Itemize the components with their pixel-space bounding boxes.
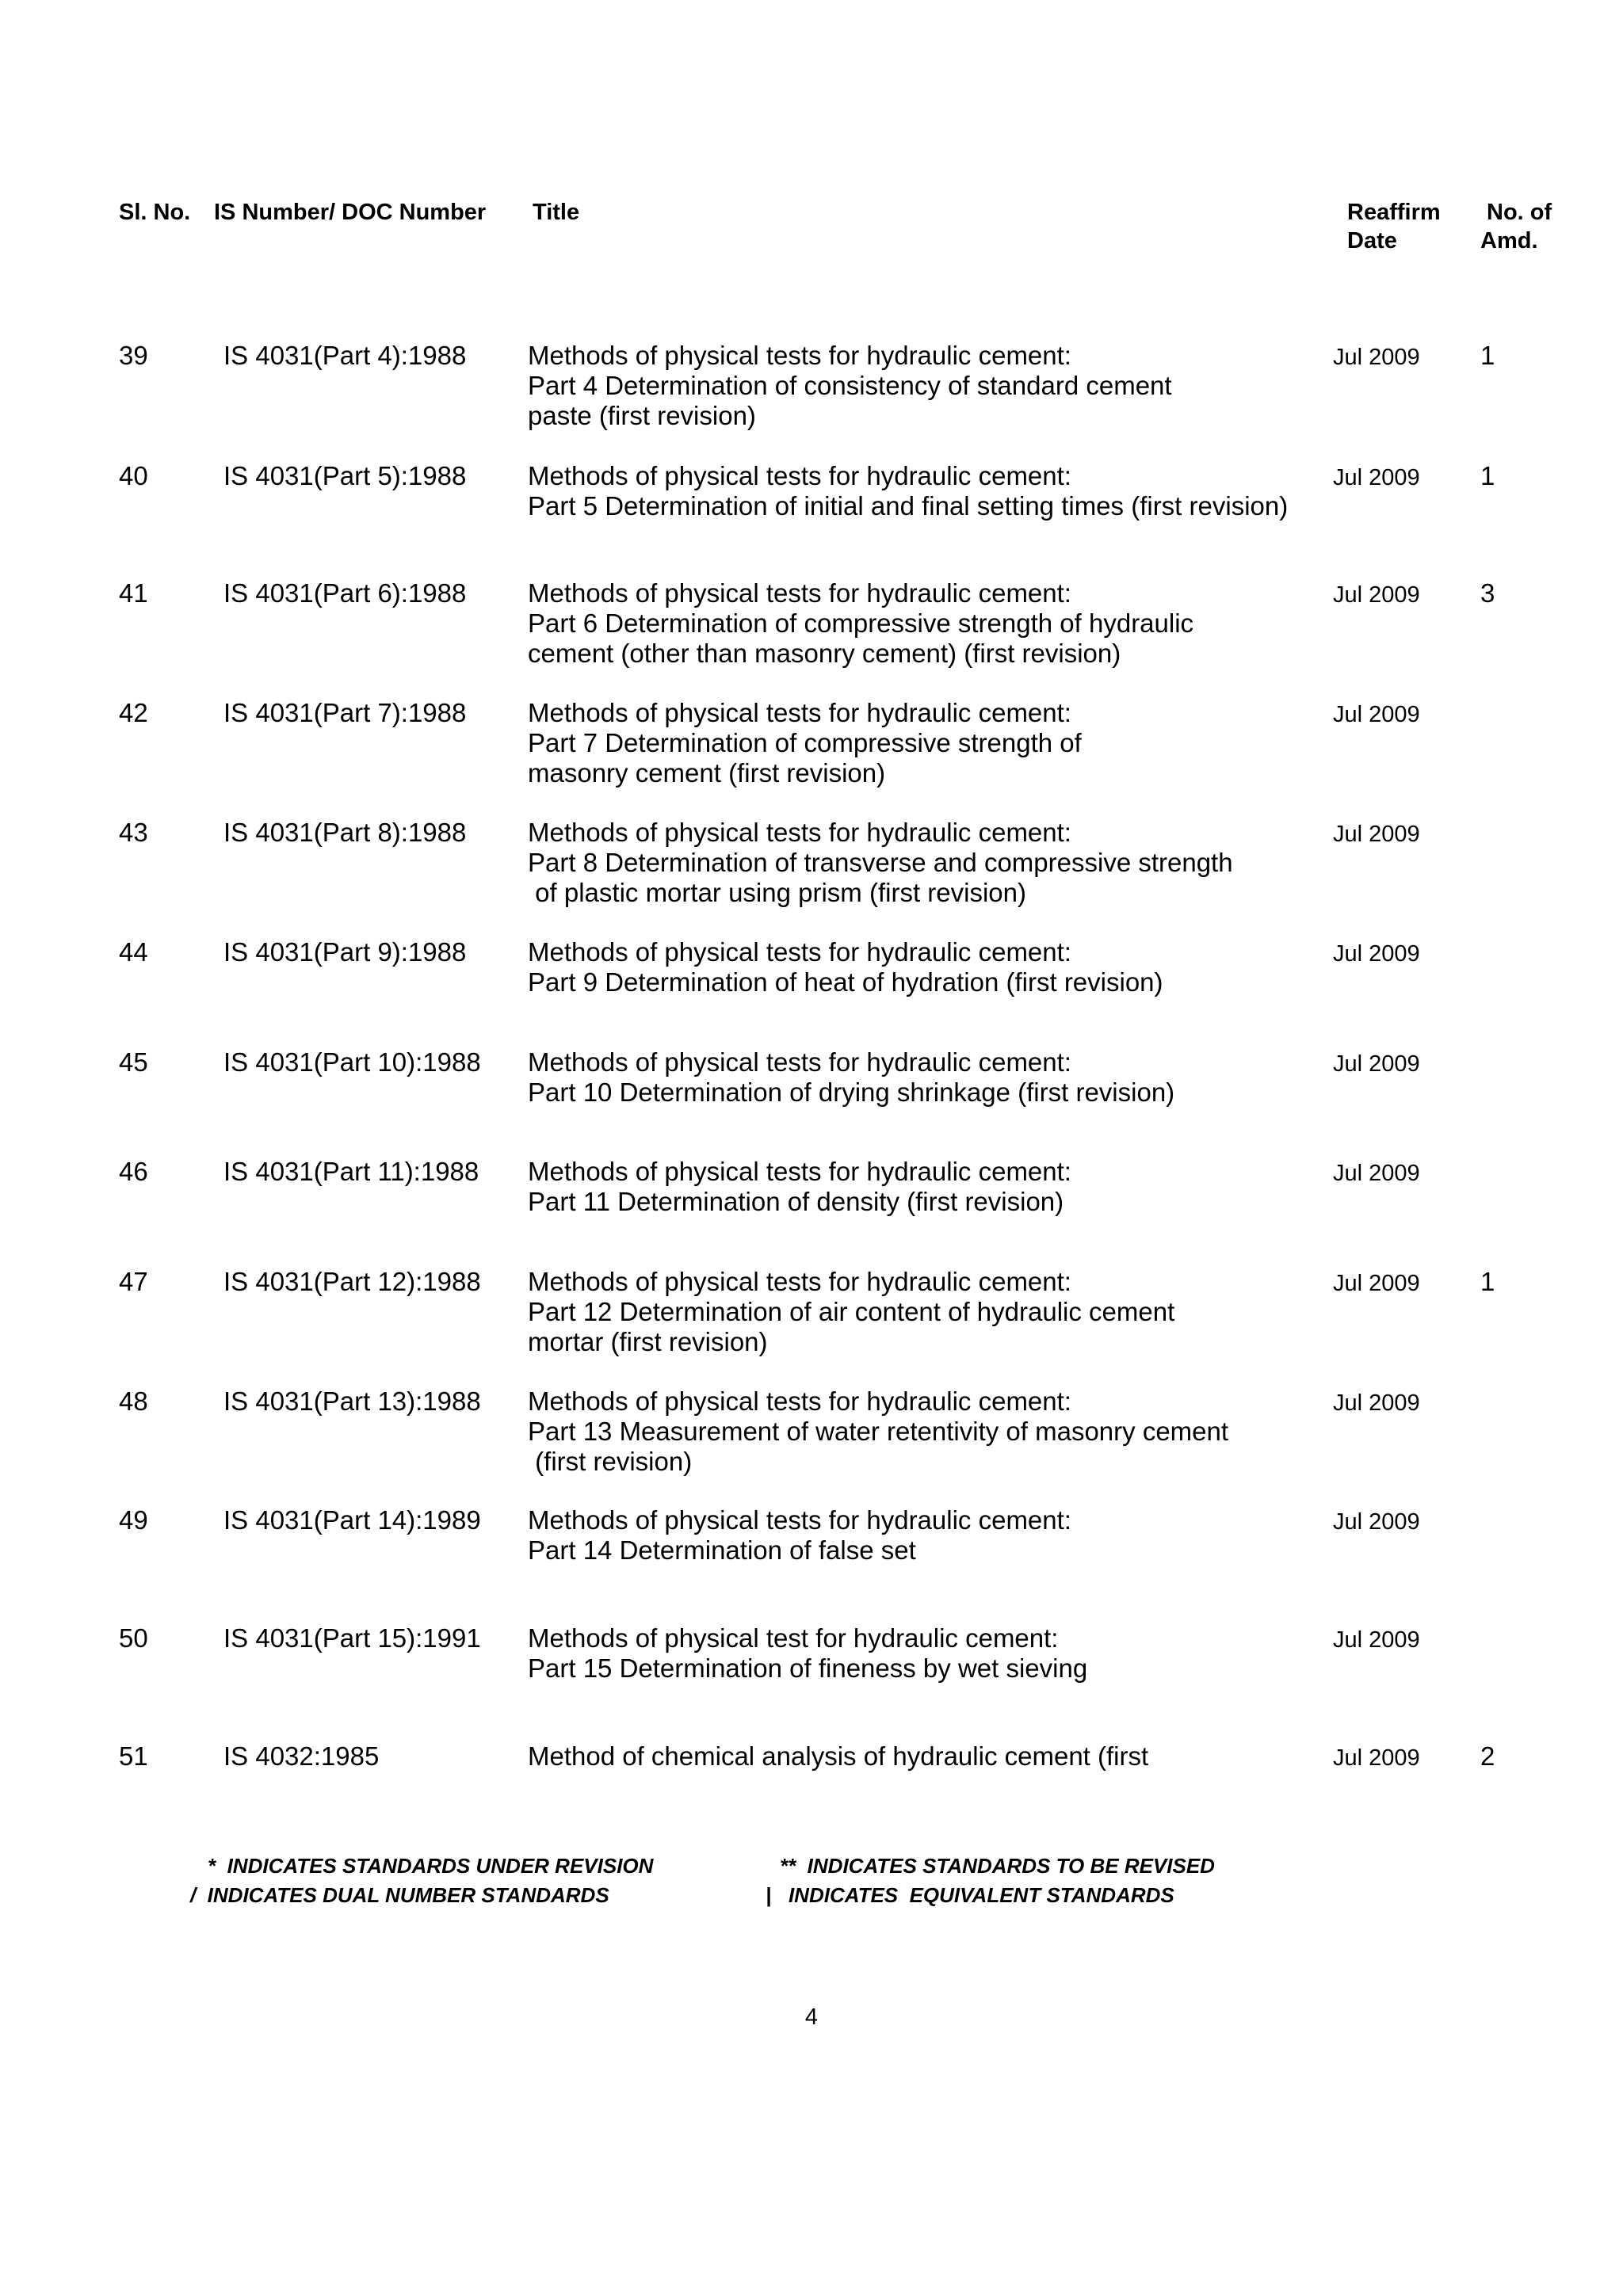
is-number-cell: IS 4031(Part 4):1988 (223, 341, 467, 370)
title-cell (528, 1623, 1087, 1684)
is-number-cell: IS 4031(Part 15):1991 (223, 1623, 481, 1653)
title-cell (528, 1267, 1174, 1357)
title-cell (528, 1386, 1228, 1477)
is-number-cell: IS 4031(Part 5):1988 (223, 461, 467, 490)
title-line: Part 8 Determination of transverse and compressive strength (528, 848, 1233, 877)
table-row (0, 1386, 1623, 1482)
reaffirm-date-cell: Jul 2009 (1333, 1627, 1420, 1653)
title-line: Methods of physical test for hydraulic cement: (528, 1623, 1059, 1653)
amendment-count-cell: 2 (1480, 1741, 1495, 1771)
sl-no-cell: 40 (119, 461, 148, 490)
reaffirm-date-cell: Jul 2009 (1333, 1390, 1420, 1416)
table-row (0, 698, 1623, 793)
title-line: Methods of physical tests for hydraulic cement: (528, 1157, 1071, 1186)
title-cell (528, 698, 1082, 788)
title-line: Part 6 Determination of compressive strength of hydraulic (528, 608, 1194, 638)
title-line: Methods of physical tests for hydraulic cement: (528, 1386, 1071, 1416)
is-number-cell: IS 4031(Part 11):1988 (223, 1157, 479, 1186)
page-number: 4 (804, 2004, 819, 2030)
reaffirm-date-cell: Jul 2009 (1333, 702, 1420, 727)
is-number-cell: IS 4031(Part 13):1988 (223, 1386, 481, 1416)
title-line: Part 12 Determination of air content of hydraulic cement (528, 1297, 1175, 1326)
legend-equivalent: | INDICATES EQUIVALENT STANDARDS (766, 1883, 1174, 1907)
header-is-number: IS Number/ DOC Number (214, 200, 487, 225)
reaffirm-date-cell: Jul 2009 (1333, 1271, 1420, 1296)
reaffirm-date-cell: Jul 2009 (1333, 1161, 1420, 1186)
table-row (0, 578, 1623, 673)
sl-no-cell: 39 (119, 341, 148, 370)
is-number-cell: IS 4032:1985 (223, 1741, 380, 1771)
title-line: Method of chemical analysis of hydraulic cement (first (528, 1741, 1149, 1771)
sl-no-cell: 49 (119, 1505, 148, 1535)
table-row (0, 1267, 1623, 1362)
table-row (0, 1741, 1623, 1836)
title-line: masonry cement (first revision) (528, 758, 886, 788)
title-line: Methods of physical tests for hydraulic cement: (528, 698, 1071, 727)
title-line: Methods of physical tests for hydraulic cement: (528, 461, 1071, 490)
title-line: Part 7 Determination of compressive strength of (528, 728, 1082, 757)
title-line: Methods of physical tests for hydraulic cement: (528, 341, 1071, 370)
title-line: Methods of physical tests for hydraulic cement: (528, 578, 1071, 608)
title-cell (528, 341, 1172, 431)
reaffirm-date-cell: Jul 2009 (1333, 582, 1420, 608)
table-row (0, 341, 1623, 436)
legend-to-be-revised: ** INDICATES STANDARDS TO BE REVISED (780, 1854, 1215, 1878)
title-cell (528, 578, 1193, 669)
sl-no-cell: 47 (119, 1267, 148, 1296)
legend-under-revision: * INDICATES STANDARDS UNDER REVISION (208, 1854, 654, 1878)
title-line: Part 14 Determination of false set (528, 1535, 916, 1565)
is-number-cell: IS 4031(Part 8):1988 (223, 818, 467, 847)
title-line: Part 10 Determination of drying shrinkage (first revision) (528, 1077, 1175, 1107)
title-line: Methods of physical tests for hydraulic cement: (528, 818, 1071, 847)
sl-no-cell: 51 (119, 1741, 148, 1771)
reaffirm-date-cell: Jul 2009 (1333, 345, 1420, 370)
is-number-cell: IS 4031(Part 7):1988 (223, 698, 467, 727)
title-line: paste (first revision) (528, 401, 756, 430)
is-number-cell: IS 4031(Part 14):1989 (223, 1505, 481, 1535)
table-row (0, 461, 1623, 556)
amendment-count-cell: 1 (1480, 1267, 1495, 1296)
sl-no-cell: 46 (119, 1157, 148, 1186)
table-row (0, 818, 1623, 913)
title-line: cement (other than masonry cement) (first revision) (528, 639, 1121, 668)
header-amd-line1: No. of (1487, 200, 1552, 225)
title-cell (528, 1157, 1071, 1217)
title-cell (528, 1505, 1071, 1566)
amendment-count-cell: 3 (1480, 578, 1495, 608)
is-number-cell: IS 4031(Part 9):1988 (223, 937, 467, 967)
sl-no-cell: 48 (119, 1386, 148, 1416)
legend-dual-number: / INDICATES DUAL NUMBER STANDARDS (190, 1883, 609, 1907)
header-reaffirm-date (1347, 198, 1441, 255)
header-no-of-amd (1480, 198, 1552, 255)
reaffirm-date-cell: Jul 2009 (1333, 1745, 1420, 1771)
title-cell (528, 461, 1288, 521)
reaffirm-date-cell: Jul 2009 (1333, 1509, 1420, 1535)
table-row (0, 1157, 1623, 1252)
is-number-cell: IS 4031(Part 10):1988 (223, 1047, 481, 1077)
is-number-cell: IS 4031(Part 6):1988 (223, 578, 467, 608)
amendment-count-cell: 1 (1480, 341, 1495, 370)
title-line: Methods of physical tests for hydraulic cement: (528, 937, 1071, 967)
title-line: Part 15 Determination of fineness by wet sieving (528, 1653, 1088, 1683)
title-line: Methods of physical tests for hydraulic cement: (528, 1505, 1071, 1535)
header-reaffirm-line1: Reaffirm (1347, 200, 1441, 225)
sl-no-cell: 45 (119, 1047, 148, 1077)
header-reaffirm-line2: Date (1347, 228, 1397, 254)
title-cell (528, 818, 1233, 908)
title-cell (528, 1741, 1148, 1772)
title-line: Methods of physical tests for hydraulic cement: (528, 1267, 1071, 1296)
reaffirm-date-cell: Jul 2009 (1333, 941, 1420, 967)
title-line: Part 4 Determination of consistency of standard cement (528, 371, 1172, 400)
title-line: Part 13 Measurement of water retentivity of masonry cement (528, 1417, 1229, 1446)
header-amd-line2: Amd. (1480, 228, 1538, 254)
title-line: Methods of physical tests for hydraulic cement: (528, 1047, 1071, 1077)
title-line: mortar (first revision) (528, 1327, 768, 1356)
sl-no-cell: 43 (119, 818, 148, 847)
title-line: Part 9 Determination of heat of hydration (first revision) (528, 967, 1163, 997)
title-line: of plastic mortar using prism (first revision) (528, 878, 1026, 907)
sl-no-cell: 50 (119, 1623, 148, 1653)
table-row (0, 1623, 1623, 1718)
reaffirm-date-cell: Jul 2009 (1333, 465, 1420, 490)
header-title: Title (533, 200, 580, 225)
table-row (0, 937, 1623, 1032)
title-line: Part 11 Determination of density (first revision) (528, 1187, 1064, 1216)
sl-no-cell: 41 (119, 578, 148, 608)
title-cell (528, 937, 1163, 997)
title-line: (first revision) (528, 1447, 693, 1476)
reaffirm-date-cell: Jul 2009 (1333, 1051, 1420, 1077)
header-sl-no: Sl. No. (119, 200, 191, 225)
is-number-cell: IS 4031(Part 12):1988 (223, 1267, 481, 1296)
sl-no-cell: 42 (119, 698, 148, 727)
title-line: Part 5 Determination of initial and final setting times (first revision) (528, 491, 1289, 521)
table-row (0, 1505, 1623, 1600)
title-cell (528, 1047, 1174, 1108)
amendment-count-cell: 1 (1480, 461, 1495, 490)
sl-no-cell: 44 (119, 937, 148, 967)
table-row (0, 1047, 1623, 1142)
reaffirm-date-cell: Jul 2009 (1333, 822, 1420, 847)
